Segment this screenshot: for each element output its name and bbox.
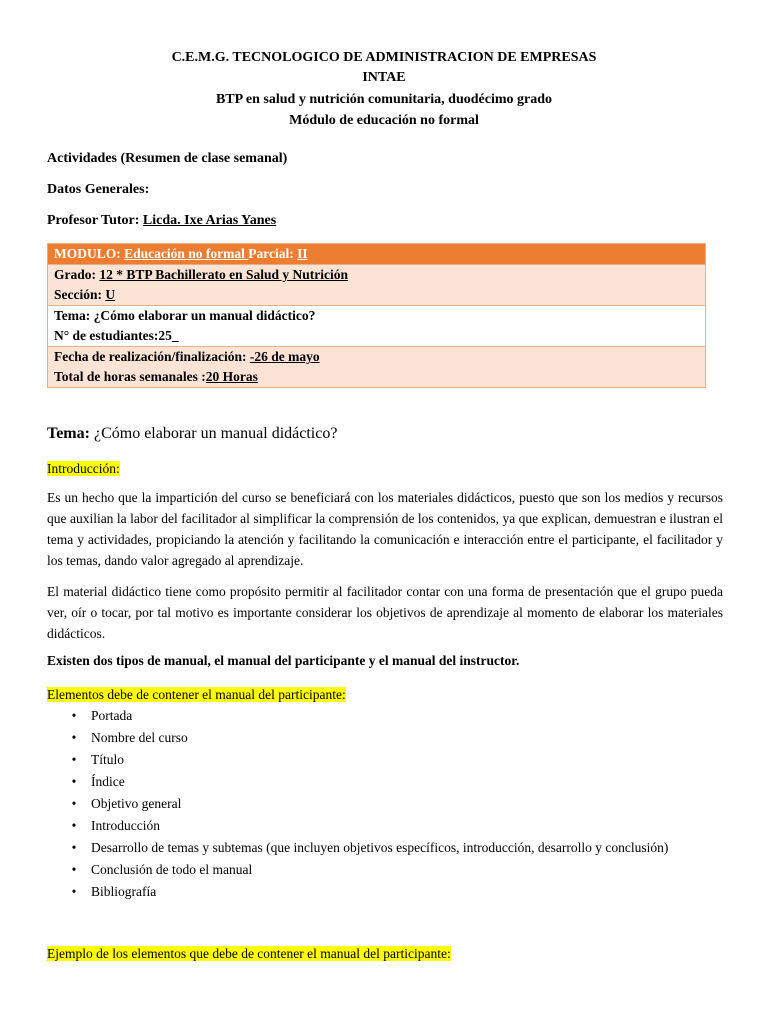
tutor-line [47,213,276,229]
horas-value: 20 Horas [205,369,258,384]
bullet-icon: • [71,818,77,833]
grado-value: 12 * BTP Bachillerato en Salud y Nutrición [99,267,349,282]
bullet-icon: • [71,796,77,811]
horas-label: Total de horas semanales : [54,369,206,384]
estudiantes-cell: N° de estudiantes:25_ [54,328,179,343]
activities-heading: Actividades (Resumen de clase semanal) [47,151,288,166]
list-item: • Conclusión de todo el manual [47,859,723,880]
bullet-icon: • [71,708,77,723]
parcial-label: Parcial: [248,246,298,261]
modulo-row [48,244,705,265]
topic-value: ¿Cómo elaborar un manual didáctico? [93,425,338,442]
modulo-value: Educación no formal [124,246,249,261]
example-highlight: Ejemplo de los elementos que debe de contener el manual del participante: [47,946,451,961]
institution-name: C.E.M.G. TECNOLOGICO DE ADMINISTRACION DE EMPRESAS [171,50,597,65]
grado-label: Grado: [54,267,100,282]
example-label [47,943,451,964]
topic-heading [47,425,337,443]
program-name: BTP en salud y nutrición comunitaria, duodécimo grado [215,92,553,107]
bullet-icon: • [71,884,77,899]
list-item: • Desarrollo de temas y subtemas (que incluyen objetivos específicos, introducción, desarrollo y conclusión) [47,837,723,858]
intro-label [47,458,120,479]
module-name: Módulo de educación no formal [289,113,479,128]
intro-paragraph-2: El material didáctico tiene como propósito permitir al facilitador contar con una forma de presentación que el grupo pueda ver, oír o tocar, por tal motivo es importante considerar los objetivos de aprendizaje al momento de elaborar los materiales didácticos. [47,584,723,641]
tutor-name: Licda. Ixe Arias Yanes [142,213,277,228]
list-item: • Portada [47,705,723,726]
list-item: • Objetivo general [47,793,723,814]
seccion-label: Sección: [54,287,106,302]
intro-highlight: Introducción: [47,461,120,476]
bullet-icon: • [71,840,77,855]
tutor-label: Profesor Tutor: [47,213,143,228]
fecha-row [48,347,705,387]
elements-label [47,684,346,705]
course-info-table [47,243,706,388]
list-item: • Índice [47,771,723,792]
list-item: • Bibliografía [47,881,723,902]
topic-label: Tema: [47,425,94,442]
manual-types-statement: Existen dos tipos de manual, el manual del participante y el manual del instructor. [47,653,520,668]
list-item: • Introducción [47,815,723,836]
bullet-icon: • [71,862,77,877]
tema-cell: Tema: ¿Cómo elaborar un manual didáctico? [54,308,316,323]
list-item: • Título [47,749,723,770]
seccion-value: U [105,287,116,302]
fecha-value: -26 de mayo [249,349,320,364]
modulo-label: MODULO: [54,246,125,261]
bullet-icon: • [71,730,77,745]
intro-paragraph-1: Es un hecho que la impartición del curso se beneficiará con los materiales didácticos, puesto que son los medios y recursos que auxilian la labor del facilitador al simplificar la comprensión de los contenidos, ya que explican, demuestran e ilustran el tema y actividades, propiciando la atención y facilitando la comunicación e interacción entre el participante, el facilitador y los temas, dando valor agregado al aprendizaje. [47,490,723,568]
list-item: • Nombre del curso [47,727,723,748]
tema-row [48,306,705,347]
fecha-label: Fecha de realización/finalización: [54,349,250,364]
elements-list [47,705,723,903]
parcial-value: II [297,246,308,261]
bullet-icon: • [71,774,77,789]
institution-acronym: INTAE [362,70,406,85]
bullet-icon: • [71,752,77,767]
grado-row [48,265,705,306]
elements-highlight: Elementos debe de contener el manual del participante: [47,687,346,702]
general-data-heading: Datos Generales: [47,182,150,197]
